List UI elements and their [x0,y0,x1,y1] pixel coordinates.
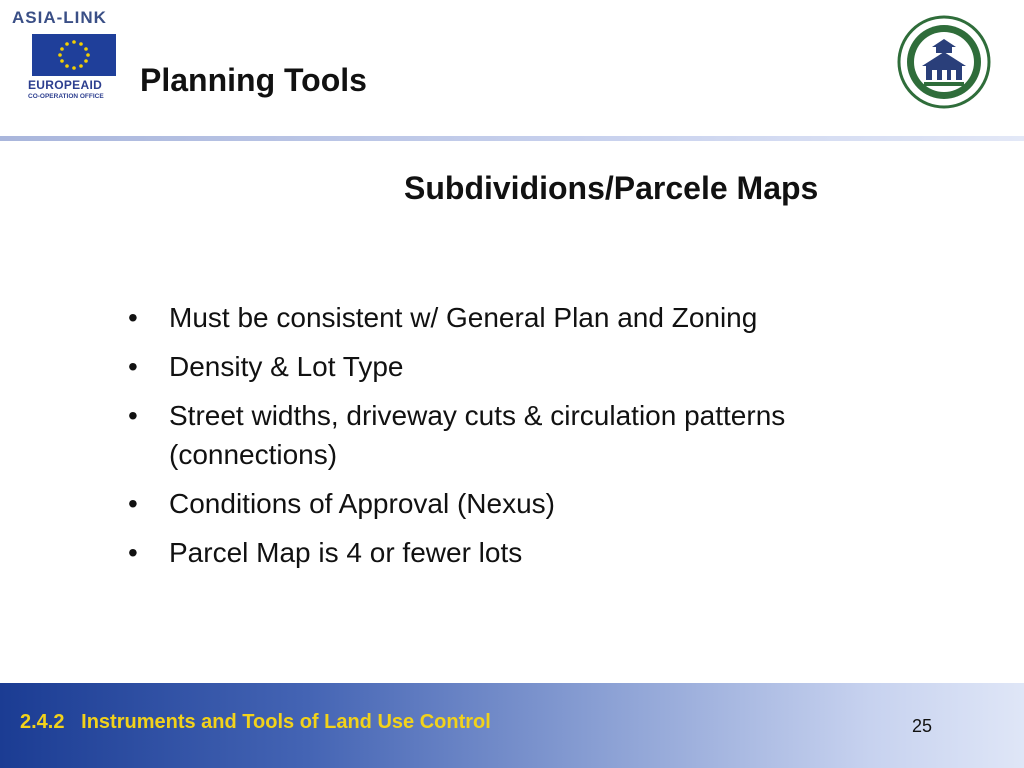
list-item [128,298,948,337]
bullet-text: Must be consistent w/ General Plan and Zoning [169,302,758,333]
list-item [128,484,948,523]
list-item [128,396,948,474]
bullet-icon: • [128,302,138,333]
bullet-text: Conditions of Approval (Nexus) [169,488,555,519]
eu-flag-icon [32,34,116,76]
bullet-icon: • [128,400,138,431]
footer-bar [0,683,1024,768]
university-seal-icon [896,14,992,110]
asialink-logo-text: ASIA-LINK [12,8,107,27]
europeaid-logo-text: EUROPEAID [28,78,103,92]
bullet-icon: • [128,351,138,382]
footer-section-label: 2.4.2 Instruments and Tools of Land Use Control [20,711,491,733]
bullet-text: Street widths, driveway cuts & circulation patterns (connections) [169,400,786,470]
header-divider [0,136,1024,141]
slide-subtitle: Subdividions/Parcele Maps [404,170,819,206]
page-title: Planning Tools [140,62,367,98]
page-number: 25 [912,716,933,736]
cooperation-office-text: CO-OPERATION OFFICE [28,93,104,100]
list-item [128,347,948,386]
bullet-text: Parcel Map is 4 or fewer lots [169,537,523,568]
bullet-icon: • [128,537,138,568]
bullet-list [128,298,948,582]
asialink-europeaid-logo [6,8,134,104]
bullet-icon: • [128,488,138,519]
list-item [128,533,948,572]
bullet-text: Density & Lot Type [169,351,404,382]
